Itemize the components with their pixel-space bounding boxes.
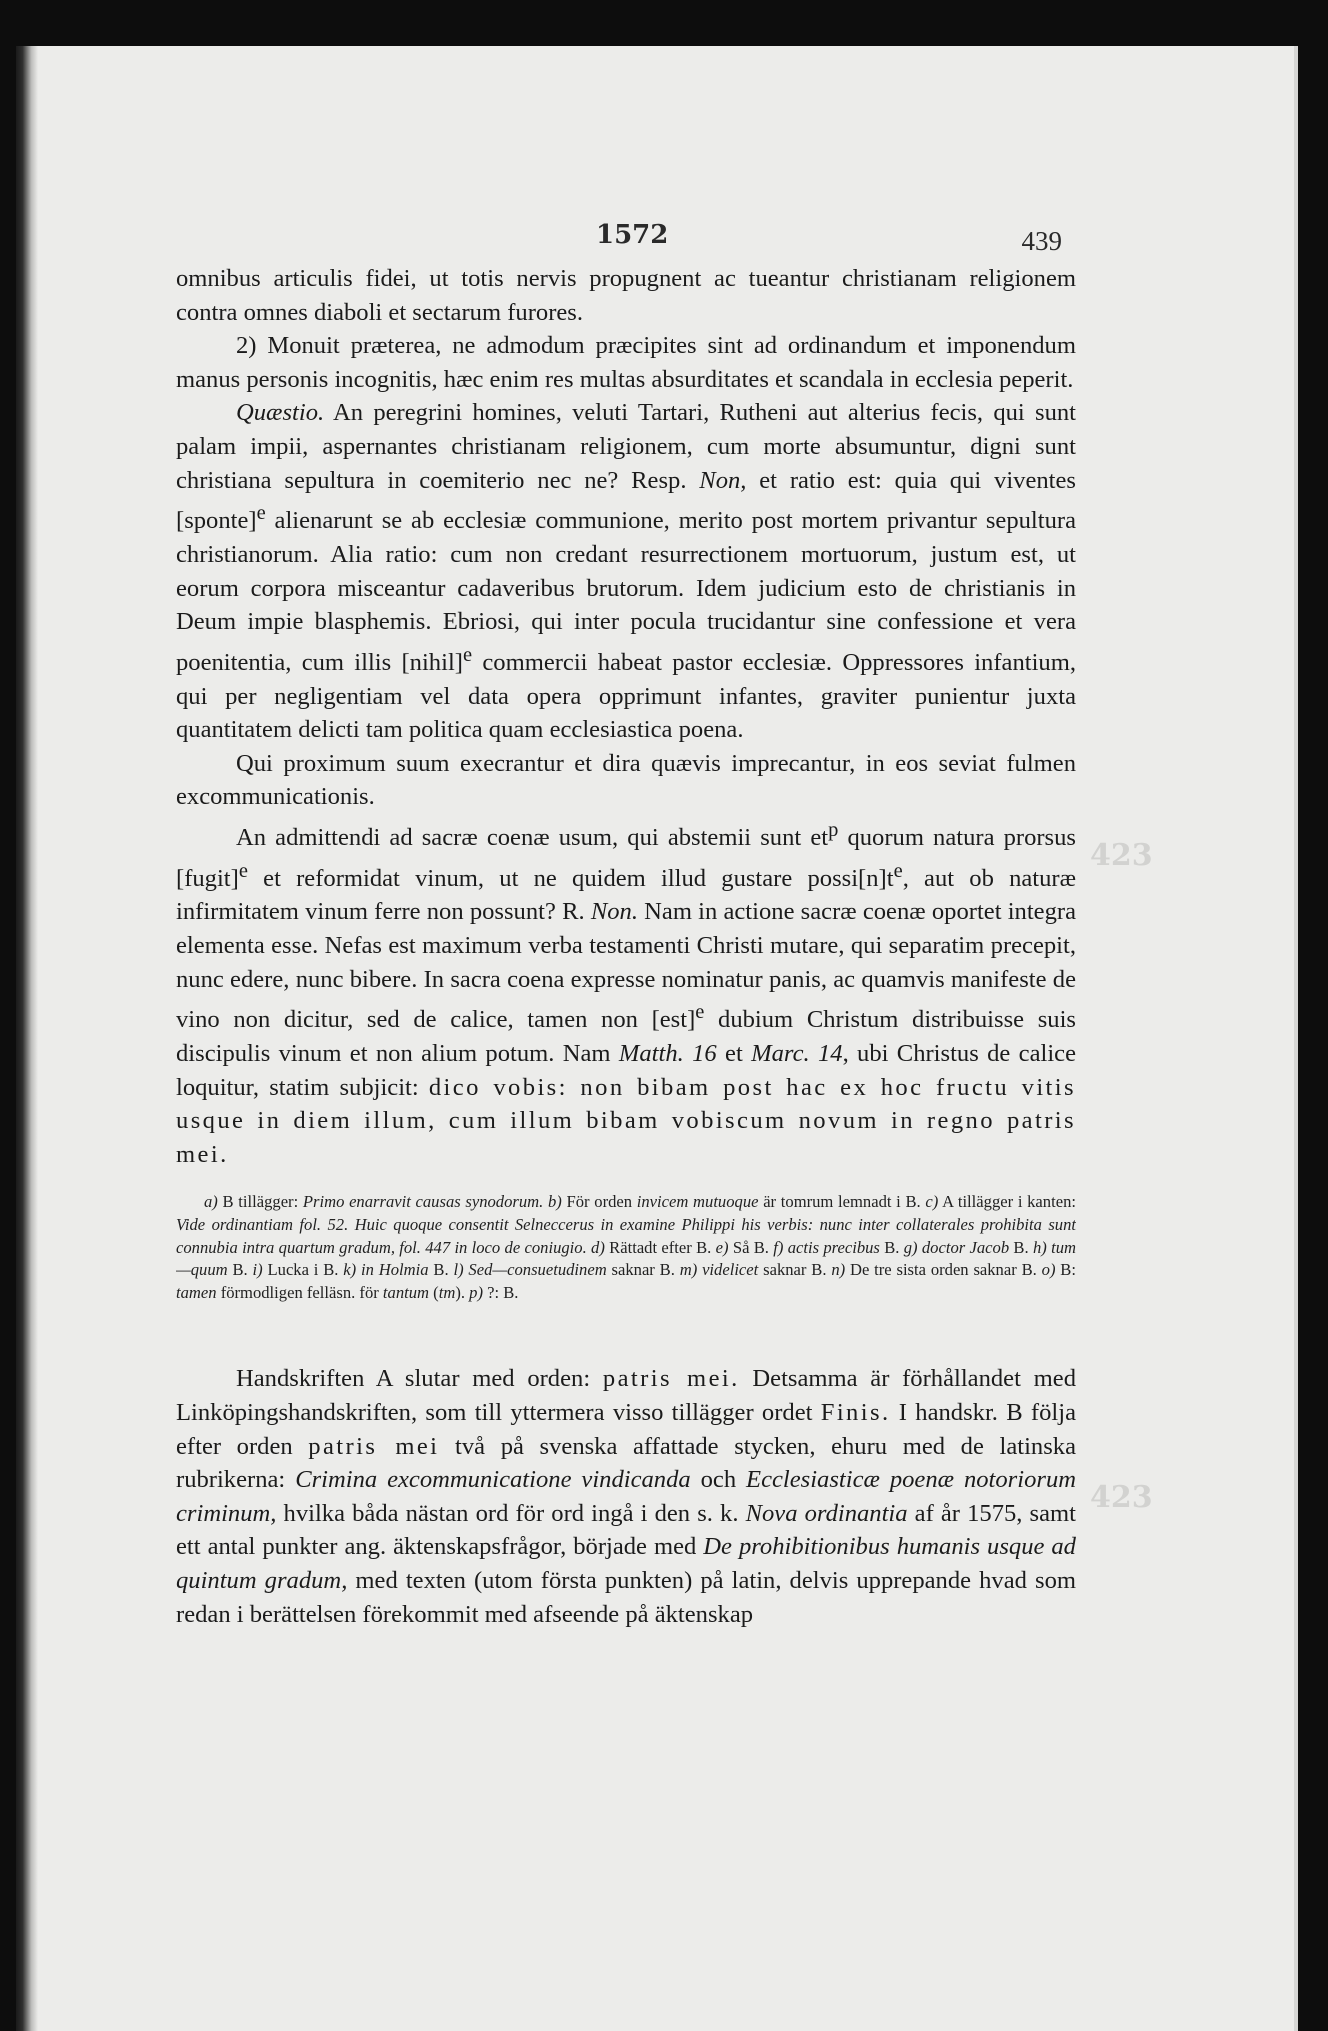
bleed-margin-number: 423 bbox=[1090, 1480, 1153, 1515]
header-year: 1572 bbox=[596, 220, 669, 250]
page-edge bbox=[1294, 46, 1298, 2031]
editorial-commentary: Handskriften A slutar med orden: patris mei. Detsamma är förhållandet med Linköpingshandskriften, som till yttermera visso tillägger ordet Finis. I handskr. B följa efter orden patris mei två på svenska affattade stycken, ehuru med de latinska rubrikerna: Crimina excommunicatione vindicanda och Ecclesiasticæ poenæ notoriorum criminum, hvilka båda nästan ord för ord ingå i den s. k. Nova ordinantia af år 1575, samt ett antal punkter ang. äktenskapsfrågor, började med De prohibitionibus humanis usque ad quintum gradum, med texten (utom första punkten) på latin, delvis upprepande hvad som redan i berättelsen förekommit med afseende på äktenskap bbox=[176, 1365, 1076, 1628]
answer-non: Non, bbox=[699, 466, 747, 494]
footnote-marker: e bbox=[893, 859, 903, 882]
footnote-marker: e bbox=[462, 643, 473, 666]
footnote-marker: e bbox=[238, 859, 248, 882]
footnotes: a) B tillägger: Primo enarravit causas synodorum. b) För orden invicem mutuoque är tomrum lemnadt i B. c) A tillägger i kanten: Vide ordinantiam fol. 52. Huic quoque consentit Selneccerus in examine Philippi his verbis: nunc inter collaterales prohibita sunt connubia intra quartum gradum, fol. 447 in loco de coniugio. d) Rättadt efter B. e) Så B. f) actis precibus B. g) doctor Jacob B. h) tum—quum B. i) Lucka i B. k) in Holmia B. l) Sed—consuetudinem saknar B. m) videlicet saknar B. n) De tre sista orden saknar B. o) B: tamen förmodligen felläsn. för tantum (tm). p) ?: B. bbox=[176, 1192, 1076, 1302]
book-page bbox=[16, 46, 1298, 2031]
page-number: 439 bbox=[1021, 226, 1062, 256]
main-text bbox=[176, 262, 1076, 1171]
page-content bbox=[176, 206, 1076, 1631]
paragraph: 2) Monuit præterea, ne admodum præcipites sint ad ordinandum et imponendum manus personis incognitis, hæc enim res multas absurditates et scandala in ecclesia peperit. bbox=[176, 332, 1076, 393]
paragraph: omnibus articulis fidei, ut totis nervis propugnent ac tueantur christianam religionem contra omnes diaboli et sectarum furores. bbox=[176, 265, 1076, 326]
footnote-marker: e bbox=[256, 502, 266, 525]
footnote-marker: e bbox=[695, 1001, 705, 1024]
book-spine-shadow bbox=[16, 46, 38, 2031]
paragraph: Qui proximum suum execrantur et dira quævis imprecantur, in eos seviat fulmen excommunicationis. bbox=[176, 749, 1076, 811]
spaced-quotation: dico vobis: non bibam post hac ex hoc fructu vitis usque in diem illum, cum illum bibam vobiscum novum in regno patris mei. bbox=[176, 1073, 1076, 1168]
quaestio-label: Quæstio. bbox=[236, 399, 325, 427]
scripture-ref: Matth. 16 bbox=[618, 1040, 717, 1067]
paragraph-quaestio: Quæstio. An peregrini homines, veluti Tartari, Rutheni aut alterius fecis, qui sunt palam impii, aspernantes christianam religionem, cum morte absumuntur, digni sunt christiana sepultura in coemiterio nec ne? Resp. Non, et ratio est: quia qui viventes [sponte]$^e$ alienarunt se ab ecclesiæ communione, merito post mortem privantur sepultura christianorum. Alia ratio: cum non credant resurrectionem mortuorum, justum est, ut eorum corpora misceantur cadaveribus brutorum. Idem judicium esto de christianis in Deum impie blasphemis. Ebriosi, qui inter pocula trucidantur sine confessione et vera poenitentia, cum illis [nihil]$^e$ commercii habeat pastor ecclesiæ. Oppressores infantium, qui per negligentiam vel data opera opprimunt infantes, graviter punientur juxta quantitatem delicti tam politica quam ecclesiastica poena. bbox=[176, 399, 1076, 744]
scripture-ref: Marc. 14 bbox=[751, 1040, 843, 1067]
bleed-margin-number: 423 bbox=[1090, 838, 1153, 873]
paragraph-coena: An admittendi ad sacræ coenæ usum, qui abstemii sunt $et^p$ quorum natura prorsus [fugit]$^e$ et reformidat vinum, ut ne quidem illud gustare $possi[n]t^e$, aut ob naturæ infirmitatem vinum ferre non possunt? R. Non. Nam in actione sacræ coenæ oportet integra elementa esse. Nefas est maximum verba testamenti Christi mutare, qui separatim precepit, nunc edere, nunc bibere. In sacra coena expresse nominatur panis, ac quamvis manifeste de vino non dicitur, sed de calice, tamen non [est]$^e$ dubium Christum distribuisse suis discipulis vinum et non alium potum. Nam Matth. 16 et Marc. 14, ubi Christus de calice loquitur, statim subjicit: dico vobis: non bibam post hac ex hoc fructu vitis usque in diem illum, cum illum bibam vobiscum novum in regno patris mei. bbox=[176, 818, 1076, 1168]
footnote-marker: p bbox=[828, 818, 839, 841]
answer-non: Non. bbox=[590, 898, 638, 926]
running-header bbox=[176, 206, 1076, 262]
